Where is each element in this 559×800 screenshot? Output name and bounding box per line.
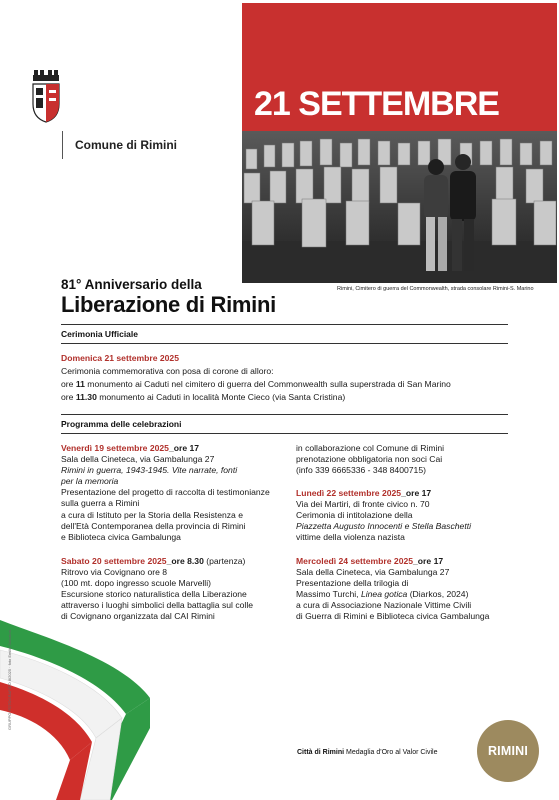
date-title: 21 SETTEMBRE [254,85,499,123]
footer-text [297,749,437,756]
event-time-note: (partenza) [203,556,246,566]
event-time: _ore 17 [401,488,432,498]
section-heading-program: Programma delle celebrazioni [61,419,182,429]
footer-city: Città di Rimini [297,749,345,756]
rimini-seal [477,720,539,782]
event-line: (Diarkos, 2024) [407,589,469,600]
event-line: Rimini in guerra, 1943-1945. Vite narrate, fonti [61,465,238,476]
event-line: (100 mt. dopo ingresso scuole Marvelli) [61,578,211,589]
photo-caption: Rimini, Cimitero di guerra del Commonwealth, strada consolare Rimini-S. Marino [337,286,534,292]
time-prefix: ore [61,379,76,389]
ceremony-item [61,379,451,390]
event-line: prenotazione obbligatoria non soci Cai [296,454,443,465]
comune-label: Comune di Rimini [75,138,177,152]
event-line: sulla guerra a Rimini [61,498,140,509]
footer-medal: Medaglia d'Oro al Valor Civile [344,749,438,756]
event-line: Via dei Martiri, di fronte civico n. 70 [296,499,430,510]
event-time: _ore 17 [168,443,200,453]
photo-credits: GRUPPO FOTOGRAFICO 8/2025 · foto Emilio Salvatori [7,630,12,730]
event-line: dell'Età Contemporanea della provincia di Rimini [61,520,246,531]
event-date: Mercoledì 24 settembre 2025 [296,556,414,566]
event-time: _ore 8.30 [166,556,204,566]
book-title: Linea gotica [360,589,408,600]
seal-label: RIMINI [487,744,529,758]
event-line: Massimo Turchi, [296,589,361,600]
divider-line [61,324,508,325]
event-line: Sala della Cineteca, via Gambalunga 27 [61,454,215,465]
comune-divider [62,131,63,159]
section-heading-ceremony: Cerimonia Ufficiale [61,329,138,339]
tricolore-ribbon-icon [0,598,160,800]
event-line: di Guerra di Rimini e Biblioteca civica Gambalunga [296,611,490,622]
event-date: Sabato 20 settembre 2025 [61,556,167,566]
divider-line [61,343,508,344]
ceremony-time: 11 [75,379,85,389]
event-line: a cura di Istituto per la Storia della Resistenza e [61,509,243,520]
event-venerdi-continued [296,443,516,476]
event-line: in collaborazione col Comune di Rimini [296,443,445,453]
event-line: Piazzetta Augusto Innocenti e Stella Baschetti [296,521,472,532]
time-prefix: ore [61,392,76,402]
ceremony-time: 11.30 [75,392,97,402]
ceremony-text: monumento ai Caduti nel cimitero di guerra del Commonwealth sulla superstrada di San Marino [84,379,451,389]
main-title: Liberazione di Rimini [61,292,276,317]
event-line: di Covignano organizzata dal CAI Rimini [61,611,215,622]
event-line: (info 339 6665336 - 348 8400715) [296,465,426,476]
ceremony-date: Domenica 21 settembre 2025 [61,353,179,363]
event-line: Ritrovo via Covignano ore 8 [61,567,168,578]
city-crest-icon [30,68,62,124]
event-lunedi [296,488,516,543]
ceremony-intro: Cerimonia commemorativa con posa di corone di alloro: [61,366,274,376]
event-date: Lunedì 22 settembre 2025 [296,488,402,498]
event-venerdi [61,443,289,543]
divider-line [61,433,508,434]
cemetery-photo [242,131,557,283]
event-line: Sala della Cineteca, via Gambalunga 27 [296,567,450,578]
event-line: per la memoria [61,476,119,487]
event-line: attraverso i luoghi simbolici della battaglia sul colle [61,600,254,611]
ceremony-text: monumento ai Caduti in località Monte Cieco (via Santa Cristina) [96,392,346,402]
event-line: Cerimonia di intitolazione della [296,510,413,521]
event-line: Escursione storico naturalistica della Liberazione [61,589,247,600]
event-date: Venerdì 19 settembre 2025 [61,443,169,453]
event-line: vittime della violenza nazista [296,532,405,543]
event-line: e Biblioteca civica Gambalunga [61,531,181,542]
ceremony-item [61,392,345,403]
anniversary-subtitle: 81° Anniversario della [61,277,202,292]
event-time: _ore 17 [413,556,444,566]
event-line: Presentazione del progetto di raccolta di testimonianze [61,487,270,498]
divider-line [61,414,508,415]
event-line: Presentazione della trilogia di [296,578,409,589]
event-line: a cura di Associazione Nazionale Vittime Civili [296,600,472,611]
event-mercoledi [296,556,516,623]
